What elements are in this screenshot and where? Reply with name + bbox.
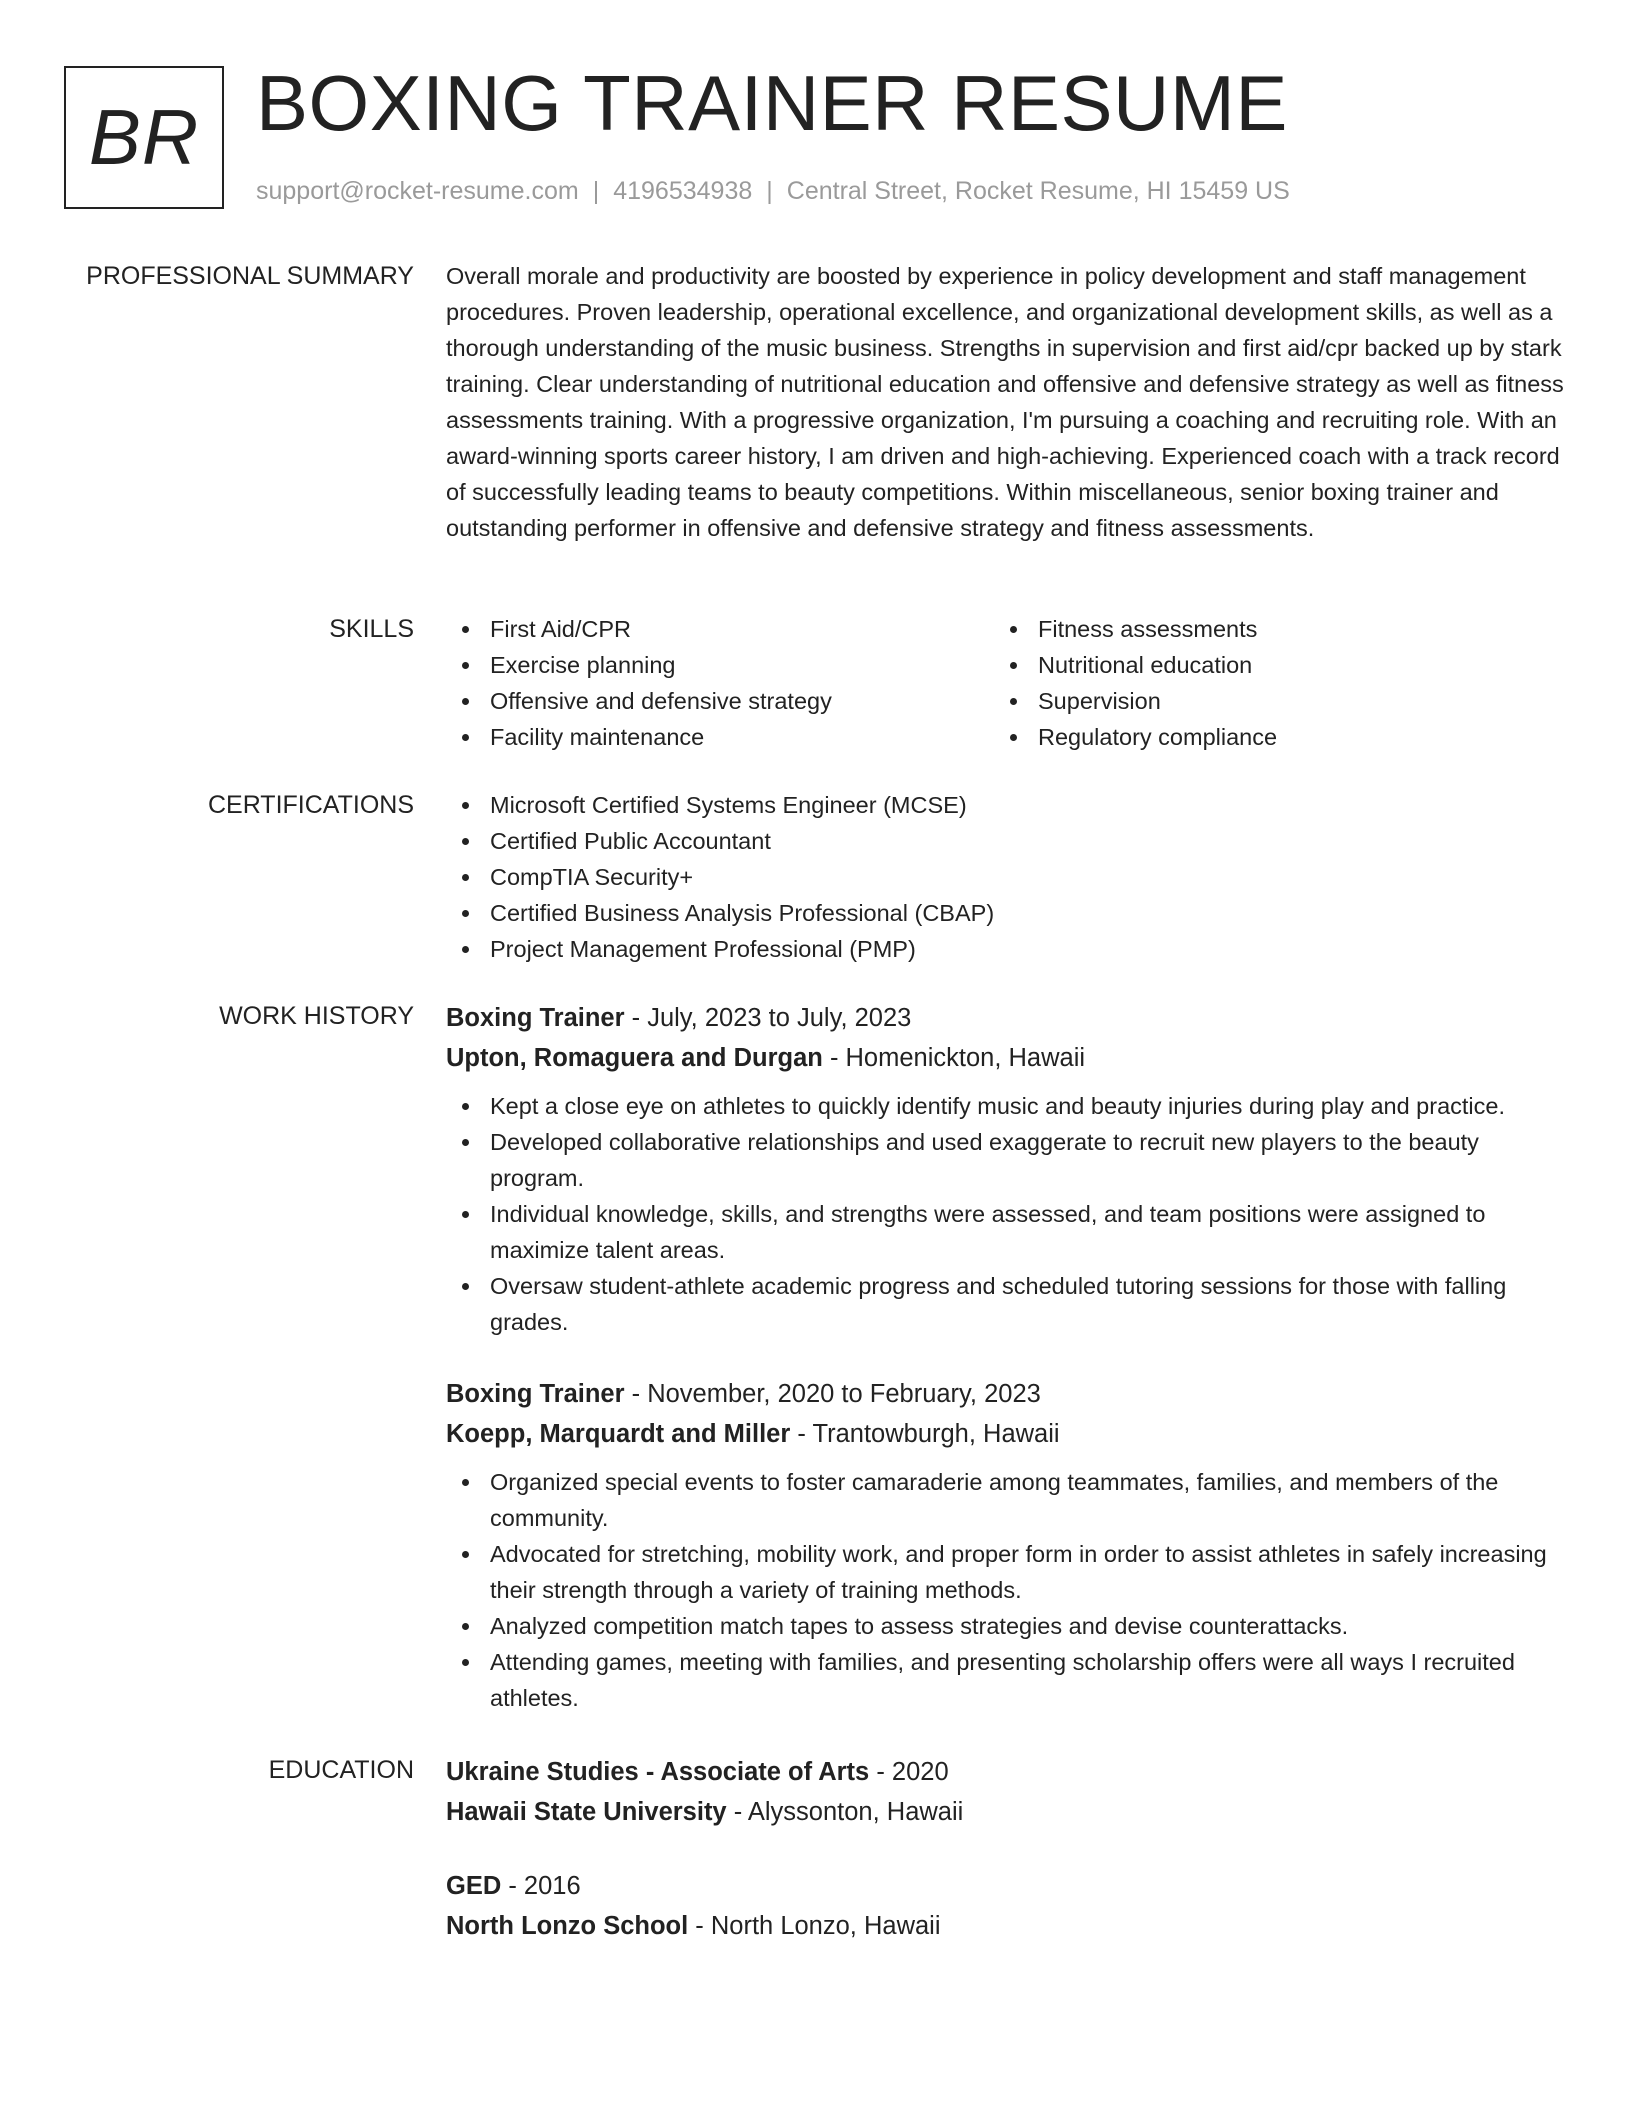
job-duty-item: Developed collaborative relationships and used exaggerate to recruit new players to the beauty program. bbox=[446, 1124, 1566, 1196]
contact-email[interactable]: support@rocket-resume.com bbox=[256, 177, 579, 205]
job-duty-item: Kept a close eye on athletes to quickly identify music and beauty injuries during play and practice. bbox=[446, 1088, 1566, 1124]
education-year: - 2016 bbox=[501, 1872, 581, 1900]
job-title-line bbox=[446, 1374, 1566, 1414]
skill-item: Regulatory compliance bbox=[994, 719, 1542, 755]
job-title-line bbox=[446, 998, 1566, 1038]
job-company: Upton, Romaguera and Durgan bbox=[446, 1044, 823, 1072]
contact-address: Central Street, Rocket Resume, HI 15459 US bbox=[786, 177, 1290, 205]
skill-item: First Aid/CPR bbox=[446, 611, 994, 647]
job-dates: - November, 2020 to February, 2023 bbox=[624, 1380, 1041, 1408]
education-degree: GED bbox=[446, 1872, 502, 1900]
section-label-work-history: WORK HISTORY bbox=[219, 1002, 414, 1030]
education-entry bbox=[446, 1752, 1566, 1832]
contact-phone[interactable]: 4196534938 bbox=[613, 177, 753, 205]
job-duty-item: Attending games, meeting with families, and presenting scholarship offers were all ways I recruited athletes. bbox=[446, 1644, 1566, 1716]
education-entry bbox=[446, 1866, 1566, 1946]
job-dates: - July, 2023 to July, 2023 bbox=[624, 1004, 912, 1032]
job-entry bbox=[446, 998, 1566, 1340]
job-company-line bbox=[446, 1414, 1566, 1454]
work-history-body bbox=[446, 998, 1566, 1750]
section-label-skills: SKILLS bbox=[329, 615, 414, 643]
education-body bbox=[446, 1752, 1566, 1980]
skills-list-left bbox=[446, 611, 994, 755]
job-duty-item: Organized special events to foster camaraderie among teammates, families, and members of the community. bbox=[446, 1464, 1566, 1536]
education-location: - North Lonzo, Hawaii bbox=[688, 1912, 941, 1940]
contact-separator: | bbox=[766, 177, 773, 205]
job-company-line bbox=[446, 1038, 1566, 1078]
job-duties-list bbox=[446, 1464, 1566, 1716]
section-label-summary: PROFESSIONAL SUMMARY bbox=[86, 262, 414, 290]
education-degree-line bbox=[446, 1866, 1566, 1906]
job-duty-item: Oversaw student-athlete academic progress and scheduled tutoring sessions for those with falling grades. bbox=[446, 1268, 1566, 1340]
certification-item: CompTIA Security+ bbox=[446, 859, 1566, 895]
job-duty-item: Analyzed competition match tapes to assess strategies and devise counterattacks. bbox=[446, 1608, 1566, 1644]
education-school-line bbox=[446, 1792, 1566, 1832]
certifications-list bbox=[446, 787, 1566, 967]
job-company: Koepp, Marquardt and Miller bbox=[446, 1420, 791, 1448]
education-school-line bbox=[446, 1906, 1566, 1946]
skill-item: Facility maintenance bbox=[446, 719, 994, 755]
job-title: Boxing Trainer bbox=[446, 1004, 625, 1032]
skill-item: Offensive and defensive strategy bbox=[446, 683, 994, 719]
job-entry bbox=[446, 1374, 1566, 1716]
job-duty-item: Individual knowledge, skills, and strengths were assessed, and team positions were assigned to maximize talent areas. bbox=[446, 1196, 1566, 1268]
job-location: - Trantowburgh, Hawaii bbox=[790, 1420, 1060, 1448]
contact-separator: | bbox=[592, 177, 600, 205]
education-degree-line bbox=[446, 1752, 1566, 1792]
education-school: North Lonzo School bbox=[446, 1912, 689, 1940]
monogram-logo: BR bbox=[64, 66, 224, 209]
certification-item: Microsoft Certified Systems Engineer (MCSE) bbox=[446, 787, 1566, 823]
skills-columns bbox=[446, 611, 1566, 755]
resume-title: BOXING TRAINER RESUME bbox=[256, 59, 1288, 147]
certification-item: Certified Public Accountant bbox=[446, 823, 1566, 859]
skill-item: Supervision bbox=[994, 683, 1542, 719]
education-degree: Ukraine Studies - Associate of Arts bbox=[446, 1758, 870, 1786]
education-year: - 2020 bbox=[869, 1758, 949, 1786]
job-location: - Homenickton, Hawaii bbox=[822, 1044, 1086, 1072]
certification-item: Project Management Professional (PMP) bbox=[446, 931, 1566, 967]
education-location: - Alyssonton, Hawaii bbox=[726, 1798, 964, 1826]
section-label-education: EDUCATION bbox=[268, 1756, 414, 1784]
skill-item: Fitness assessments bbox=[994, 611, 1542, 647]
contact-line bbox=[256, 176, 1290, 206]
job-duties-list bbox=[446, 1088, 1566, 1340]
section-label-certifications: CERTIFICATIONS bbox=[207, 791, 414, 819]
skill-item: Nutritional education bbox=[994, 647, 1542, 683]
skills-list-right bbox=[994, 611, 1542, 755]
job-duty-item: Advocated for stretching, mobility work, and proper form in order to assist athletes in safely increasing their strength through a variety of training methods. bbox=[446, 1536, 1566, 1608]
summary-text: Overall morale and productivity are boosted by experience in policy development and staff management procedures. Proven leadership, operational excellence, and organizational development skills, as well as a thorough understanding of the music business. Strengths in supervision and first aid/cpr backed up by stark training. Clear understanding of nutritional education and offensive and defensive strategy as well as fitness assessments training. With a progressive organization, I'm pursuing a coaching and recruiting role. With an award-winning sports career history, I am driven and high-achieving. Experienced coach with a track record of successfully leading teams to beauty competitions. Within miscellaneous, senior boxing trainer and outstanding performer in offensive and defensive strategy and fitness assessments. bbox=[446, 263, 1564, 541]
education-school: Hawaii State University bbox=[446, 1798, 727, 1826]
certification-item: Certified Business Analysis Professional (CBAP) bbox=[446, 895, 1566, 931]
skill-item: Exercise planning bbox=[446, 647, 994, 683]
job-title: Boxing Trainer bbox=[446, 1380, 625, 1408]
